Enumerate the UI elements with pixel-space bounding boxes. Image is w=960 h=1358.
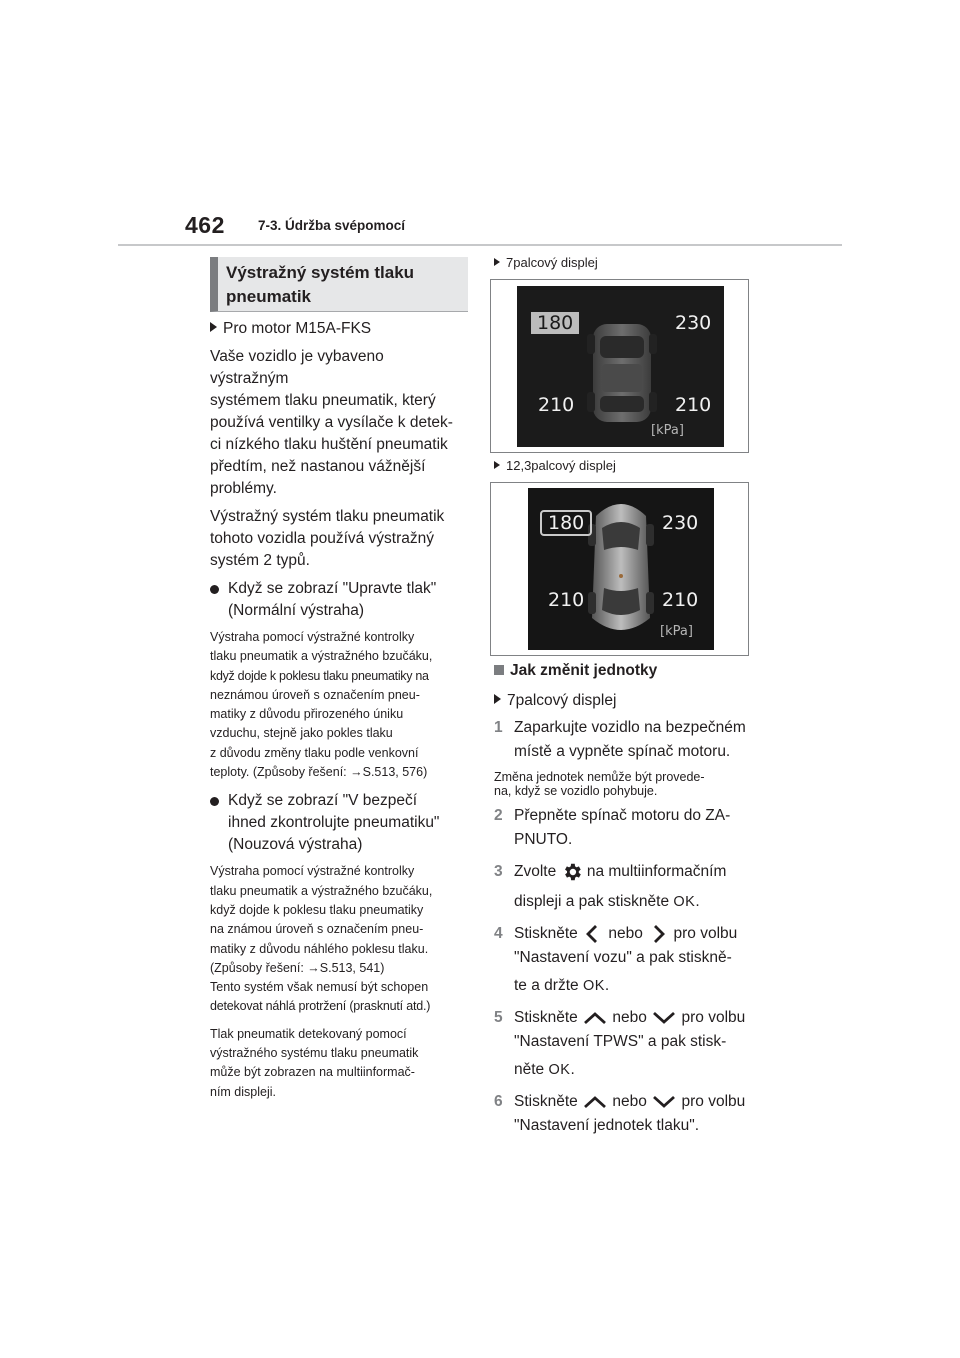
units-heading: Jak změnit jednotky [494, 660, 754, 682]
bullet-normal-warning: Když se zobrazí "Upravte tlak" (Normální výstraha) [210, 578, 466, 622]
header-rule [118, 244, 842, 246]
tire-rear-left: 210 [538, 394, 575, 416]
chevron-up-icon [582, 1094, 608, 1110]
bullet-dot-icon [210, 797, 219, 806]
tire-rear-left: 210 [548, 589, 585, 611]
note: Změna jednotek nemůže být provede- na, když se vozidlo pohybuje. [494, 770, 705, 798]
units-section [494, 660, 754, 1138]
normal-warning-description: Výstraha pomocí výstražné kontrolky tlaku pneumatik a výstražného bzučáku, když dojde k poklesu tlaku pneumatiky na neznámou úroveň s označením pneu- matiky z důvodu přirozeného úniku vzduchu, stejně jako pokles tlaku z důvodu změny tlaku podle venkovní teploty. (Způsoby řešení: →S.513, 576) [210, 630, 433, 780]
bullet-dot-icon [210, 585, 219, 594]
ok-button-label: OK [548, 1062, 571, 1078]
page-number: 462 [185, 212, 225, 238]
display-7-screen [517, 286, 724, 447]
tire-rear-right: 210 [662, 589, 699, 611]
tire-front-left: 180 [531, 312, 579, 334]
step-4: 4 Stiskněte nebo pro volbu "Nastavení vozu" a pak stiskně- te a držte OK. [494, 922, 754, 998]
triangle-bullet-icon [210, 322, 217, 332]
units-subheading: 7palcový displej [494, 690, 754, 712]
section-title: 7-3. Údržba svépomocí [258, 218, 406, 233]
display-12-screen [528, 488, 714, 650]
triangle-bullet-icon [494, 258, 500, 266]
ok-button-label: OK [673, 894, 696, 910]
step-5: 5 Stiskněte nebo pro volbu "Nastavení TPWS" a pak stisk- něte OK. [494, 1009, 746, 1078]
car-top-view-icon [517, 286, 724, 447]
ok-button-label: OK [582, 978, 605, 994]
tire-rear-right: 210 [675, 394, 712, 416]
engine-label: Pro motor M15A-FKS [210, 318, 466, 340]
display-12-label: 12,3palcový displej [494, 458, 616, 473]
tire-front-left: 180 [540, 510, 592, 536]
step-3: 3 Zvolte na multiinformačním displeji a pak stiskněte OK. [494, 860, 754, 914]
step-6: 6 Stiskněte nebo pro volbu "Nastavení jednotek tlaku". [494, 1093, 746, 1134]
pressure-unit: [kPa] [660, 624, 693, 639]
triangle-bullet-icon [494, 694, 501, 704]
chevron-down-icon [651, 1094, 677, 1110]
tire-front-right: 230 [662, 512, 699, 534]
chevron-right-icon [647, 923, 669, 945]
closing-paragraph: Tlak pneumatik detekovaný pomocí výstražného systému tlaku pneumatik může být zobrazen na multiinformač- ním displeji. [210, 1026, 419, 1099]
left-column [210, 318, 466, 1102]
heading-line-1: Výstražný systém tlaku [226, 263, 415, 282]
intro-paragraph: Vaše vozidlo je vybaveno výstražným systémem tlaku pneumatik, který používá ventilky a vysílače k detek- ci nízkého tlaku huštění pneumatik předtím, než nastanou vážnější problémy. [210, 348, 453, 497]
display-7-label: 7palcový displej [494, 255, 598, 270]
types-paragraph: Výstražný systém tlaku pneumatik tohoto vozidla používá výstražný systém 2 typů. [210, 508, 445, 569]
chevron-left-icon [582, 923, 604, 945]
chevron-down-icon [651, 1010, 677, 1026]
section-heading [210, 257, 468, 312]
bullet-emergency-warning: Když se zobrazí "V bezpečí ihned zkontrolujte pneumatiku" (Nouzová výstraha) [210, 790, 466, 856]
display-12-frame [490, 482, 749, 656]
triangle-bullet-icon [494, 461, 500, 469]
pressure-unit: [kPa] [651, 423, 684, 438]
emergency-warning-description: Výstraha pomocí výstražné kontrolky tlaku pneumatik a výstražného bzučáku, když dojde k poklesu tlaku pneumatiky na známou úroveň s označením pneu- matiky z důvodu náhlého poklesu tlaku. (Způsoby řešení: →S.513, 541) Tento systém však nemusí být schopen detekovat náhlá protržení (prasknutí atd.) [210, 864, 433, 1014]
step-2: 2 Přepněte spínač motoru do ZA- PNUTO. [494, 807, 731, 848]
heading-line-2: pneumatik [226, 287, 312, 306]
gear-icon [561, 861, 583, 883]
chevron-up-icon [582, 1010, 608, 1026]
tire-front-right: 230 [675, 312, 712, 334]
step-1: 1 Zaparkujte vozidlo na bezpečném místě a vypněte spínač motoru. [494, 719, 746, 760]
square-bullet-icon [494, 665, 504, 675]
display-7-frame [490, 279, 749, 453]
